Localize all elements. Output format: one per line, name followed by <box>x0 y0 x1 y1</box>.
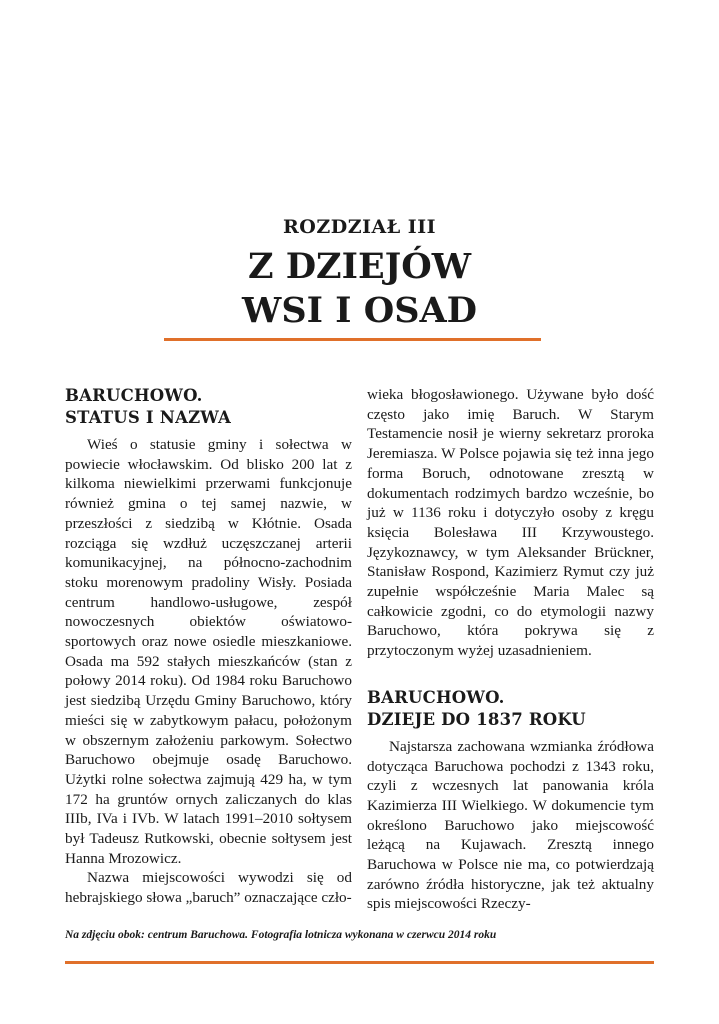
paragraph-name-origin: Nazwa miejscowości wywodzi się od hebrajskiego słowa „baruch” oznaczające czło- <box>65 869 352 907</box>
title-divider <box>164 338 541 341</box>
left-column <box>65 385 352 908</box>
paragraph-etymology: wieka błogosławionego. Używane było dość często jako imię Baruch. W Starym Testamencie nosił je wierny sekretarz proroka Jeremiasza. W Polsce pojawia się też inna jego forma Boruch, odnotowane zresztą w dokumentach rodzimych bardzo wcześnie, bo już w 1136 roku i dotyczyło osoby z kręgu księcia Bolesława III Krzywoustego. Językoznawcy, w tym Aleksander Brückner, Stanisław Rospond, Kazimierz Rymut czy już zupełnie współcześnie Maria Malec są całkowicie zgodni, co do etymologii nazwy Baruchowo, która pokrywa się z przytoczonym wyżej uzasadnieniem. <box>367 386 654 660</box>
chapter-title <box>0 245 719 333</box>
chapter-label: ROZDZIAŁ III <box>283 216 436 238</box>
right-column <box>367 385 654 914</box>
section-heading-status <box>65 385 352 429</box>
section-heading-status-line2: STATUS I NAZWA <box>65 408 231 427</box>
section-heading-status-line1: BARUCHOWO. <box>65 386 203 405</box>
section-heading-history-line1: BARUCHOWO. <box>367 687 505 707</box>
paragraph-history: Najstarsza zachowana wzmianka źródłowa dotycząca Baruchowa pochodzi z 1343 roku, czyli z wczesnych lat panowania króla Kazimierza III Wielkiego. W dokumencie tym określono Baruchowo jako miejscowość leżącą na Kujawach. Zresztą innego Baruchowa w Polsce nie ma, co potwierdzają zarówno źródła historyczne, jak też aktualny spis miejscowości Rzeczy- <box>367 737 654 913</box>
section-heading-history <box>367 687 654 731</box>
paragraph-status: Wieś o statusie gminy i sołectwa w powiecie włocławskim. Od blisko 200 lat z kilkoma niewielkimi przerwami funkcjonuje również gmina o tej samej nazwie, w przeszłości z siedzibą w Kłótnie. Osada rozciąga się wzdłuż uczęszczanej arterii komunikacyjnej, na północno-zachodnim stoku morenowym pradoliny Wisły. Posiada centrum handlowo-usługowe, zespół nowoczesnych obiektów oświatowo-sportowych oraz nowe osiedle mieszkaniowe. Osada ma 592 stałych mieszkańców (stan z połowy 2014 roku). Od 1984 roku Baruchowo jest siedzibą Urzędu Gminy Baruchowo, który mieści się w zabytkowym pałacu, położonym w obszernym założeniu parkowym. Sołectwo Baruchowo obejmuje osadę Baruchowo. Użytki rolne sołectwa zajmują 429 ha, w tym 172 ha gruntów ornych zaliczanych do klas IIIb, IVa i IVb. W latach 1991–2010 sołtysem był Tadeusz Rutkowski, obecnie sołtysem jest Hanna Mrozowicz. <box>65 436 352 867</box>
section-heading-history-line2: DZIEJE DO 1837 ROKU <box>367 709 586 729</box>
photo-caption: Na zdjęciu obok: centrum Baruchowa. Fotografia lotnicza wykonana w czerwcu 2014 roku <box>65 929 497 941</box>
chapter-title-line2: WSI I OSAD <box>242 290 477 331</box>
chapter-title-line1: Z DZIEJÓW <box>247 246 472 287</box>
footer-divider <box>65 961 654 964</box>
